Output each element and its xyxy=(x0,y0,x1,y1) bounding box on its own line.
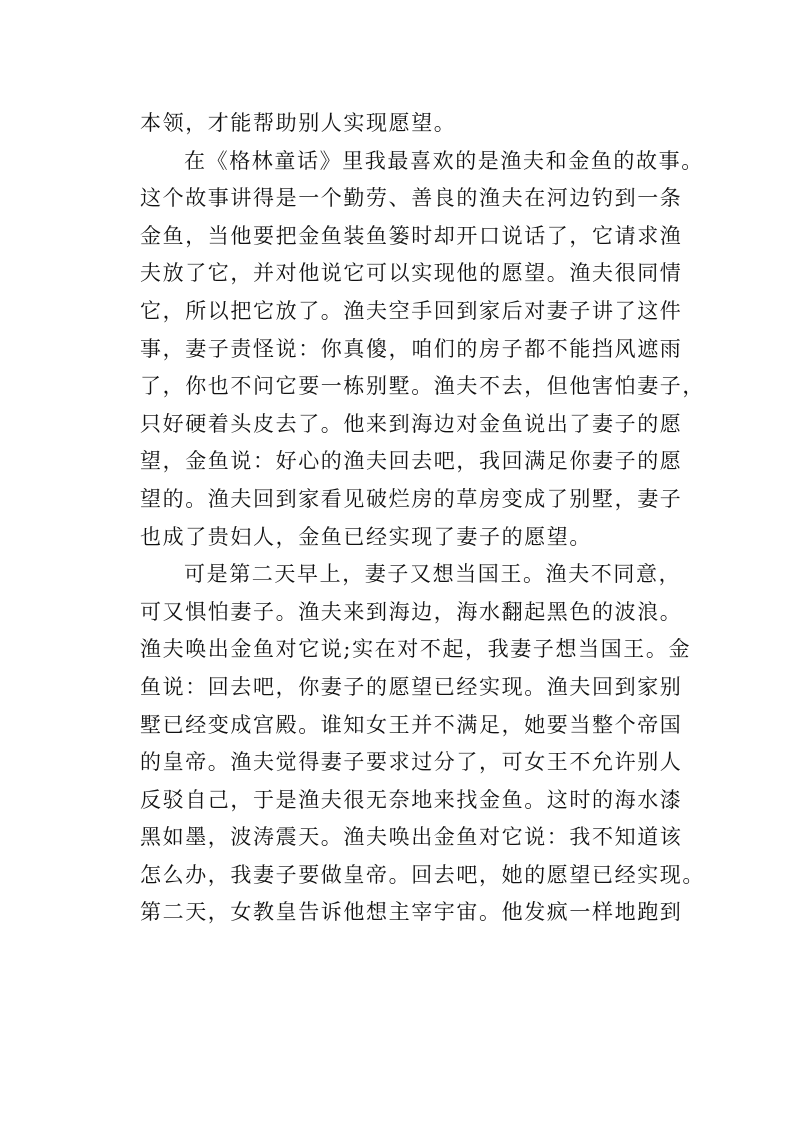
text-line: 这个故事讲得是一个勤劳、善良的渔夫在河边钓到一条 xyxy=(140,186,683,211)
text-line: 了，你也不问它要一栋别墅。渔夫不去，但他害怕妻子， xyxy=(140,374,705,399)
text-line: 只好硬着头皮去了。他来到海边对金鱼说出了妻子的愿 xyxy=(140,411,683,436)
text-line: 黑如墨，波涛震天。渔夫唤出金鱼对它说：我不知道该 xyxy=(140,825,683,850)
text-line: 本领，才能帮助别人实现愿望。 xyxy=(140,111,457,135)
text-line: 事，妻子责怪说：你真傻，咱们的房子都不能挡风遮雨 xyxy=(140,336,683,361)
text-line: 渔夫唤出金鱼对它说;实在对不起，我妻子想当国王。金 xyxy=(140,637,692,662)
text-line: 可又惧怕妻子。渔夫来到海边，海水翻起黑色的波浪。 xyxy=(140,599,683,624)
text-line: 的皇帝。渔夫觉得妻子要求过分了，可女王不允许别人 xyxy=(140,750,683,775)
story-text xyxy=(140,105,705,932)
text-line: 墅已经变成宫殿。谁知女王并不满足，她要当整个帝国 xyxy=(140,712,683,737)
text-line: 望的。渔夫回到家看见破烂房的草房变成了别墅，妻子 xyxy=(140,486,683,511)
text-line: 第二天，女教皇告诉他想主宰宇宙。他发疯一样地跑到 xyxy=(140,900,683,925)
text-line: 望，金鱼说：好心的渔夫回去吧，我回满足你妻子的愿 xyxy=(140,449,683,474)
text-line: 金鱼，当他要把金鱼装鱼篓时却开口说话了，它请求渔 xyxy=(140,223,683,248)
text-line: 也成了贵妇人，金鱼已经实现了妻子的愿望。 xyxy=(140,524,592,549)
text-line: 夫放了它，并对他说它可以实现他的愿望。渔夫很同情 xyxy=(140,261,683,286)
text-line: 它，所以把它放了。渔夫空手回到家后对妻子讲了这件 xyxy=(140,298,683,323)
paragraph-start-line: 在《格林童话》里我最喜欢的是渔夫和金鱼的故事。 xyxy=(184,148,704,173)
text-line: 反驳自己，于是渔夫很无奈地来找金鱼。这时的海水漆 xyxy=(140,787,683,812)
text-line: 怎么办，我妻子要做皇帝。回去吧，她的愿望已经实现。 xyxy=(140,862,705,887)
text-line: 鱼说：回去吧，你妻子的愿望已经实现。渔夫回到家别 xyxy=(140,674,683,699)
paragraph-start-line: 可是第二天早上，妻子又想当国王。渔夫不同意， xyxy=(184,562,682,587)
